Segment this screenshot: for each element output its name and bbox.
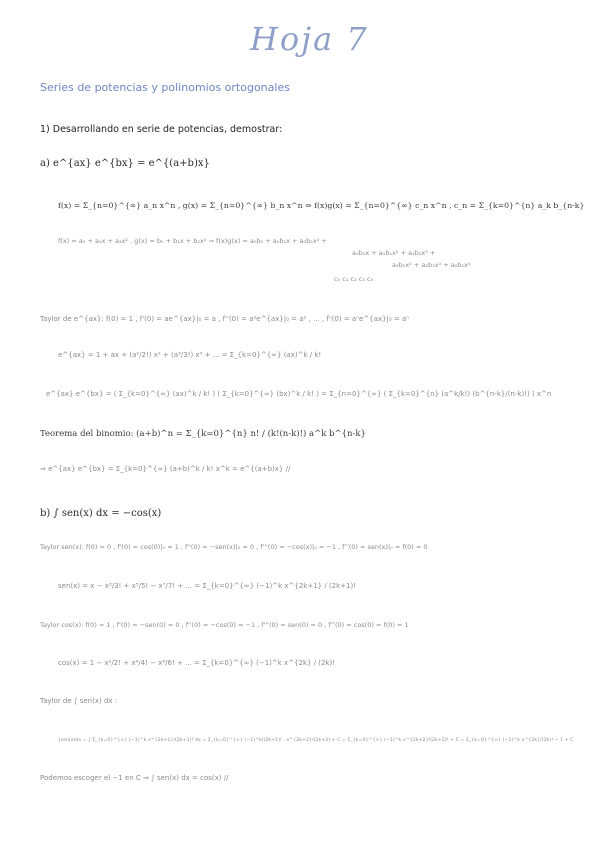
part-b-statement: b) ∫ sen(x) dx = −cos(x) xyxy=(40,508,162,519)
part-b-conclusion: Podemos escoger el −1 en C ⇒ ∫ sen(x) dx = cos(x) // xyxy=(40,774,229,782)
product-expansion-line-2: a₁b₀x + a₁b₁x² + a₁b₂x³ + xyxy=(352,249,436,257)
taylor-cos-derivatives: Taylor cos(x): f(0) = 1 , f'(0) = −sen(0) = 0 , f''(0) = −cos(0) = −1 , f'''(0) = sen(0) = 0 , f⁗(0) = cos(0) = f(0) = 1 xyxy=(40,621,409,629)
coefficient-labels: c₀ c₁ c₂ c₃ c₄ xyxy=(334,275,374,283)
page-title: Hoja 7 xyxy=(250,20,369,58)
binomial-theorem: Teorema del binomio: (a+b)^n = Σ_{k=0}^{n} n! / (k!(n-k)!) a^k b^{n-k} xyxy=(40,429,366,439)
page-subtitle: Series de potencias y polinomios ortogonales xyxy=(40,81,290,94)
exp-series: e^{ax} = 1 + ax + (a²/2!) x² + (a³/3!) x³ + ... = Σ_{k=0}^{∞} (ax)^k / k! xyxy=(58,351,322,359)
sin-series: sen(x) = x − x³/3! + x⁵/5! − x⁷/7! + ... = Σ_{k=0}^{∞} (−1)^k x^{2k+1} / (2k+1)! xyxy=(58,582,357,590)
part-a-statement: a) e^{ax} e^{bx} = e^{(a+b)x} xyxy=(40,158,210,169)
exercise-1-heading: 1) Desarrollando en serie de potencias, demostrar: xyxy=(40,124,283,135)
taylor-integral-heading: Taylor de ∫ sen(x) dx : xyxy=(40,697,118,705)
series-definitions: f(x) = Σ_{n=0}^{∞} a_n x^n , g(x) = Σ_{n=0}^{∞} b_n x^n ⇒ f(x)g(x) = Σ_{n=0}^{∞} c_n x^n , c_n = Σ_{k=0}^{n} a_k b_{n-k} xyxy=(58,201,585,210)
integral-series: ∫sen(x)dx = ∫ Σ_{k=0}^{∞} (−1)^k x^{2k+1}/(2k+1)! dx = Σ_{k=0}^{∞} (−1)^k/(2k+1)! · x^{2k+2}/(2k+2) + C = Σ_{k=0}^{∞} (−1)^k x^{2k+2}/(2k+2)! + C = Σ_{k=0}^{∞} (−1)^k x^{2k}/(2k)! − 1 + C xyxy=(58,738,574,743)
cos-series: cos(x) = 1 − x²/2! + x⁴/4! − x⁶/6! + ... = Σ_{k=0}^{∞} (−1)^k x^{2k} / (2k)! xyxy=(58,659,336,667)
taylor-sin-derivatives: Taylor sen(x): f(0) = 0 , f'(0) = cos(0)|₀ = 1 , f''(0) = −sen(x)|₀ = 0 , f'''(0) = −cos(x)|₀ = −1 , f⁗(0) = sen(x)|₀ = f(0) = 0 xyxy=(40,543,428,551)
exp-product-series: e^{ax} e^{bx} = ( Σ_{k=0}^{∞} (ax)^k / k! ) ( Σ_{k=0}^{∞} (bx)^k / k! ) = Σ_{n=0}^{∞} ( Σ_{k=0}^{n} (a^k/k!) (b^{n-k}/(n-k)!) ) x^n xyxy=(46,390,552,398)
taylor-exp-derivatives: Taylor de e^{ax}: f(0) = 1 , f'(0) = ae^{ax}|₀ = a , f''(0) = a²e^{ax}|₀ = a² , ... , fⁿ(0) = aⁿe^{ax}|₀ = aⁿ xyxy=(40,315,410,323)
product-expansion-line-3: a₂b₀x² + a₂b₁x³ + a₂b₂x⁴ xyxy=(392,261,471,269)
part-a-conclusion: ⇒ e^{ax} e^{bx} = Σ_{k=0}^{∞} (a+b)^k / k! x^k = e^{(a+b)x} // xyxy=(40,465,291,473)
product-expansion-line-1: f(x) = a₀ + a₁x + a₂x² , g(x) = b₀ + b₁x + b₂x² ⇒ f(x)g(x) = a₀b₀ + a₀b₁x + a₀b₂x² + xyxy=(58,237,327,245)
